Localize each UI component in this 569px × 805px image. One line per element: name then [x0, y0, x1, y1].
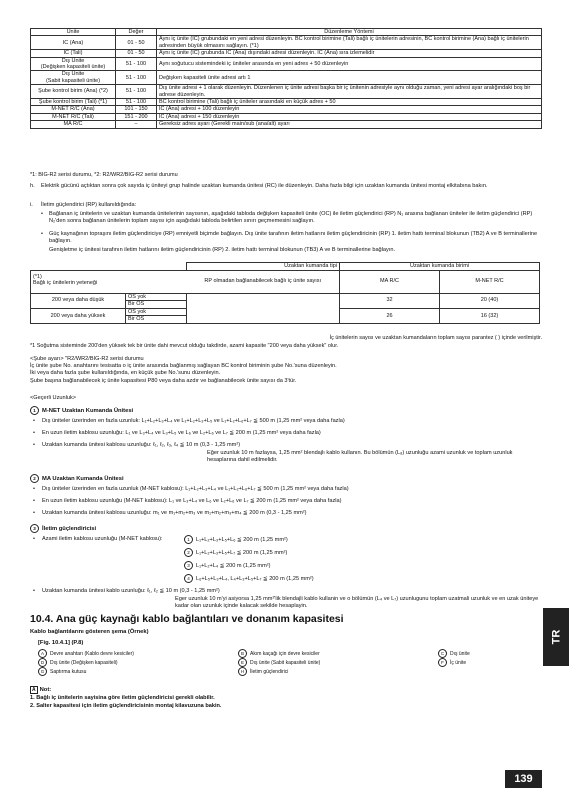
- s3-bullet-text: Azami iletim kablosu uzunluğu (M-NET kablosu):: [42, 536, 163, 542]
- s3-line-text: L₁+L₂+L₄ ≦ 200 m (1,25 mm²): [196, 562, 271, 569]
- branch-setting-block: [30, 356, 542, 385]
- s3-line-text: L₁+L₂+L₃+L₅+L₇ ≦ 200 m (1,25 mm²): [196, 549, 288, 556]
- bullet-i1: • Bağlanan iç ünitelerin ve uzaktan kumanda ünitelerinin sayısının, aşağıdaki tabloda değişken kapasiteli ünite (OC) ile iletim güçlendirici (RP) N₁ arasına bağlanan üniteler ile iletim güçlendirici (RP) N₂'den sonra bağlanan ünitelerin toplam sayısı için aşağıdaki tabloda belirtilen sınırı geçmemesini sağlayın.: [41, 211, 541, 225]
- legend-row: [38, 649, 538, 658]
- method-cell: Aynı soğutucu sistemindeki iç üniteler arasında en yeni adres + 50 düzenleyin: [157, 57, 542, 71]
- table-row: [31, 106, 542, 113]
- table-row: [31, 121, 542, 128]
- method-cell: Değişken kapasiteli ünite adresi artı 1: [157, 71, 542, 85]
- value-cell: 51 - 100: [116, 57, 157, 71]
- unit-cell: Dış Ünite (Sabit kapasiteli ünite): [31, 71, 116, 85]
- value-cell: 51 - 100: [116, 99, 157, 106]
- table2-footnote: *1 Soğutma sisteminde 200'den yüksek tek bir ünite dahi mevcut olduğu takdirde, azami kapasite "200 veya daha yüksek" olur.: [30, 343, 339, 349]
- legend-text: İletim güçlendirici: [250, 668, 289, 675]
- note-item: 1. Bağlı iç ünitelerin sayisina göre iletim güçlendiricisi gerekli olabilir.: [30, 695, 215, 701]
- legend-item: [38, 649, 238, 658]
- paragraph-i-label: i.: [30, 202, 33, 208]
- table-row: [31, 71, 542, 85]
- legend-key: A: [38, 649, 47, 658]
- legend-text: İç ünite: [450, 659, 467, 666]
- s3-line-number: 4: [184, 574, 193, 583]
- method-cell: Gereksiz adres ayarı (Gerekli main/sub (ana/alt) ayarı: [157, 121, 542, 128]
- table-row: [31, 85, 542, 99]
- legend-text: Akım kaçağı için devre kesiciler: [250, 650, 320, 657]
- paragraph-h-text: Elektrik gücünü açtıktan sonra çok sayıda iç üniteyi grup halinde uzaktan kumanda ünitesi (RC) ile düzenleyin. Daha fazla bilgi için uzaktan kumanda ünitesi montaj elkitabına bakın.: [41, 183, 488, 189]
- os-cell: Bir OS: [126, 301, 187, 309]
- unit-cell: M-NET R/C (Ana): [31, 106, 116, 113]
- s3-line-number: 3: [184, 561, 193, 570]
- col-ma-header: MA R/C: [340, 270, 440, 293]
- bullet-i2-continued: Genişletme iç ünitesi tarafının iletim hatlarını iletim güçlendiricinin (RP) 2. iletim hattı terminal blokunun (TB3) A ve B terminallerine bağlayın.: [49, 247, 396, 253]
- legend-block: [38, 649, 538, 676]
- language-tab: [543, 608, 569, 666]
- legend-text: Dış ünite: [450, 650, 470, 657]
- ma-value: 26: [340, 308, 440, 323]
- value-cell: 51 - 100: [116, 71, 157, 85]
- s1-bullet: • En uzun iletim kablosu uzunluğu: L₁ ve L₃+L₄ ve L₃+L₅ ve L₆ ve L₂+L₆ ve L₇ ≦ 200 m (1,25 mm² veya daha fazla): [33, 430, 321, 436]
- legend-item: [38, 667, 238, 676]
- unit-cell: M-NET R/C (Tali): [31, 113, 116, 120]
- s3-line: [184, 535, 288, 544]
- language-tab-label: TR: [549, 629, 562, 645]
- legend-key: D: [38, 658, 47, 667]
- ma-value: 32: [340, 293, 440, 308]
- col-header-method: Düzenleme Yöntemi: [157, 29, 542, 36]
- col-rp-header: RP olmadan bağlanabilecek bağlı iç ünite sayısı: [187, 270, 340, 293]
- mnet-value: 20 (40): [440, 293, 540, 308]
- paragraph-i: [30, 202, 542, 209]
- s1-bullet-continued: Eğer uzunluk 10 m fazlaysa, 1,25 mm² blendajlı kablo kullanın. Bu bölümün (L₈) uzunluğu azami uzunluk ve toplam uzunluk hesaplarına dahil edilmelidir.: [207, 450, 513, 464]
- note-heading: [30, 686, 51, 694]
- method-cell: Dış ünite adresi + 1 olarak düzenleyin. Düzenlenen iç ünite adresi başka bir iç ünitenin adresiyle aynı olduğu zaman, yeni adresi ayar aralığındaki boş bir adrese düzenleyin.: [157, 85, 542, 99]
- legend-item: [438, 658, 538, 667]
- section-2-heading: [30, 474, 124, 483]
- s2-bullet: • Dış üniteler üzerinden en fazla uzunluk (M-NET kablosu): L₁+L₂+L₃+L₄ ve L₁+L₂+L₆+L₇ ≦ 500 m (1,25 mm² veya daha fazla): [33, 486, 349, 492]
- s1-bullet-text: Uzaktan kumanda ünitesi kablosu uzunluğu: ℓ₁, ℓ₂, ℓ₃, ℓ₄ ≦ 10 m (0,3 - 1,25 mm²): [42, 442, 241, 448]
- s3-line-number: 1: [184, 535, 193, 544]
- paragraph-h-label: h.: [30, 183, 35, 189]
- legend-item: [238, 667, 438, 676]
- os-cell: OS yok: [126, 308, 187, 316]
- note-item: 2. Salter kapasitesi için iletim güçlendiricisinin montaj kilavuzuna bakin.: [30, 702, 222, 709]
- legend-item: [38, 658, 238, 667]
- s3-line: [184, 574, 314, 583]
- value-cell: 151 - 200: [116, 113, 157, 120]
- legend-key: C: [438, 649, 447, 658]
- col-header-value: Değer: [116, 29, 157, 36]
- table2-right-note: İç ünitelerin sayısı ve uzaktan kumandaların toplam sayısı parantez ( ) içinde verilmiştir.: [329, 335, 542, 341]
- os-cell: OS yok: [126, 293, 187, 301]
- notes-list: [30, 695, 222, 710]
- method-cell: Aynı iç ünite (IC) grubundaki en yeni adresi düzenleyin. BC kontrol birimine (Tali) bağlı iç ünitelerin adresinin, BC kontrol birimine (Ana) bağlı iç ünitelerin adresinden büyük olmasını sağlayın. (*1): [157, 36, 542, 50]
- method-cell: IC (Ana) adresi + 150 düzenleyin: [157, 113, 542, 120]
- table-row: [31, 113, 542, 120]
- legend-item: [238, 658, 438, 667]
- rc-type-label: Uzaktan kumanda tipi: [187, 263, 340, 271]
- s1-bullet-text: Dış üniteler üzerinden en fazla uzunluk: L₁+L₂+L₃+L₄ ve L₁+L₂+L₃+L₅ ve L₁+L₂+L₆+L₇ ≦ 500 m (1,25 mm² veya daha fazla): [42, 418, 345, 424]
- legend-row: [38, 667, 538, 676]
- branch-line: İç ünite şube No. anahtarını tesisatta o iç ünite arasında bağlanmış sağlayan BC kontrol biriminin şube No.'suna düzenleyin.: [30, 363, 337, 370]
- page-number: 139: [505, 770, 542, 788]
- address-setting-table: [30, 28, 542, 129]
- s1-bullet: • Uzaktan kumanda ünitesi kablosu uzunluğu: ℓ₁, ℓ₂, ℓ₃, ℓ₄ ≦ 10 m (0,3 - 1,25 mm²): [33, 442, 241, 448]
- table-row: [31, 50, 542, 57]
- s2-bullet-text: Dış üniteler üzerinden en fazla uzunluk (M-NET kablosu): L₁+L₂+L₃+L₄ ve L₁+L₂+L₆+L₇ ≦ 500 m (1,25 mm² veya daha fazla): [42, 486, 349, 492]
- table-row: [31, 36, 542, 50]
- rc-unit-label: Uzaktan kumanda birimi: [340, 263, 540, 271]
- rp-limit-table: [30, 262, 540, 324]
- bullet-i2: • Güç kaynağının topraşını iletim güçlendiriciye (RP) emniyetli biçimde bağlayın. Dış ünite tarafının iletim hatlarını iletim güçlendiricinin (RP) 1. iletim hattı terminal blokunun (TB2) A ve B terminallerine bağlayın.: [41, 231, 541, 245]
- legend-item: [238, 649, 438, 658]
- capacity-cell: 200 veya daha yüksek: [31, 308, 126, 323]
- s2-bullet: • Uzaktan kumanda ünitesi kablosu uzunluğu: m₁ ve m₁+m₂+m₃ ve m₁+m₂+m₃+m₄ ≦ 200 m (0,3 - 1,25 mm²): [33, 510, 307, 516]
- value-cell: 51 - 100: [116, 85, 157, 99]
- s2-bullet: • En uzun iletim kablosu uzunluğu (M-NET kablosu): L₁ ve L₃+L₄ ve L₆ ve L₂+L₆ ve L₇ ≦ 200 m (1,25 mm² veya daha fazla): [33, 498, 342, 504]
- table1-footnote: *1: BIG-R2 serisi durumu, *2: R2/WR2/BIG-R2 serisi durumu: [30, 172, 178, 178]
- unit-cell: IC (Tali): [31, 50, 116, 57]
- section-3-number: 3: [30, 524, 39, 533]
- unit-cell: Dış Ünite (Değişken kapasiteli ünite): [31, 57, 116, 71]
- method-cell: Aynı iç ünite (IC) grubunda IC (Ana) dışındaki adresi düzenleyin. IC (Ana) sıra izlemelidir: [157, 50, 542, 57]
- branch-line: İki veya daha fazla şube kullanıldığında, en küçük şube No.'sunu düzenleyin.: [30, 370, 221, 377]
- legend-key: F: [438, 658, 447, 667]
- section-title: 10.4. Ana güç kaynağı kablo bağlantıları ve donanım kapasitesi: [30, 613, 344, 625]
- s3-line: [184, 548, 287, 557]
- s2-bullet-text: En uzun iletim kablosu uzunluğu (M-NET kablosu): L₁ ve L₃+L₄ ve L₆ ve L₂+L₆ ve L₇ ≦ 200 m (1,25 mm² veya daha fazla): [42, 498, 342, 504]
- section-1-heading: [30, 406, 133, 415]
- unit-cell: MA R/C: [31, 121, 116, 128]
- section-1-number: 1: [30, 406, 39, 415]
- legend-text: Devre anahtarı (Kablo devre kesiciler): [50, 650, 134, 657]
- bullet-i1-text: Bağlanan iç ünitelerin ve uzaktan kumanda ünitelerinin sayısının, aşağıdaki tabloda değişken kapasiteli ünite (OC) ile iletim güçlendirici (RP) N₁ arasına bağlanan üniteler ile iletim güçlendirici (RP) N₂'den sonra bağlanan ünitelerin toplam sayısı için aşağıdaki tabloda belirtilen sınırı geçmemesini sağlayın.: [49, 211, 533, 225]
- bullet-i2-text: Güç kaynağının topraşını iletim güçlendiriciye (RP) emniyetli biçimde bağlayın. Dış ünite tarafının iletim hatlarını iletim güçlendiricinin (RP) 1. iletim hattı terminal blokunun (TB2) A ve B terminallerine bağlayın.: [49, 231, 538, 245]
- value-cell: 01 - 50: [116, 36, 157, 50]
- col-header-unit: Ünite: [31, 29, 116, 36]
- section-3-title: İletim güçlendiricisi: [42, 526, 97, 533]
- note-icon-label: A: [32, 687, 36, 693]
- s3-line-number: 2: [184, 548, 193, 557]
- section-1-title: M-NET Uzaktan Kumanda Ünitesi: [42, 408, 134, 415]
- value-cell: 01 - 50: [116, 50, 157, 57]
- s3-line-text: L₁+L₂+L₃+L₅+L₆ ≦ 200 m (1,25 mm²): [196, 536, 288, 543]
- unit-cell: IC (Ana): [31, 36, 116, 50]
- mnet-value: 16 (32): [440, 308, 540, 323]
- legend-key: H: [238, 667, 247, 676]
- s3-bullet-text: Uzaktan kumanda ünitesi kablo uzunluğu: ℓ₁, ℓ₂ ≦ 10 m (0,3 - 1,25 mm²): [42, 588, 220, 594]
- method-cell: BC kontrol birimine (Tali) bağlı iç üniteler arasındaki en küçük adres + 50: [157, 99, 542, 106]
- row-header-cell: [31, 270, 187, 293]
- diagram-title: Kablo bağlantılarını gösteren şema (Örnek): [30, 629, 149, 635]
- legend-text: Saptırma kutusu: [50, 668, 87, 675]
- branch-line: Şube başına bağlanabilecek iç ünite kapasitesi P80 veya daha azdır ve bağlanabilecek ünite sayısı da 3'tür.: [30, 377, 297, 384]
- value-cell: –: [116, 121, 157, 128]
- col-mnet-header: M-NET R/C: [440, 270, 540, 293]
- s2-bullet-text: Uzaktan kumanda ünitesi kablosu uzunluğu: m₁ ve m₁+m₂+m₃ ve m₁+m₂+m₃+m₄ ≦ 200 m (0,3 - 1,25 mm²): [42, 510, 307, 516]
- note-title: Not:: [39, 687, 52, 693]
- legend-item: [438, 667, 538, 676]
- legend-item: [438, 649, 538, 658]
- row-header-note: (*1): [33, 273, 42, 280]
- s3-bullet-continued: Eger uzunluk 10 m'yi asiyorsa 1,25 mm²'lik blendajli kablo kullanin ve o bölümün (L₄ ve L₇) uzunlugunu toplam uzatmali uzunluk ve en uzak üniteye kadar olan uzunluk içinde kalacak sekilde hesaplayin.: [175, 596, 539, 610]
- section-2-title: MA Uzaktan Kumanda Ünitesi: [42, 476, 124, 483]
- s3-bullet: • Azami iletim kablosu uzunluğu (M-NET kablosu):: [33, 536, 163, 542]
- paragraph-i-text: İletim güçlendirici (RP) kullanıldığında:: [41, 202, 137, 208]
- s3-bullet: • Uzaktan kumanda ünitesi kablo uzunluğu: ℓ₁, ℓ₂ ≦ 10 m (0,3 - 1,25 mm²): [33, 588, 220, 594]
- legend-text: Dış ünite (Değişken kapasiteli): [50, 659, 118, 666]
- figure-label: [Fig. 10.4.1] (P.8): [38, 640, 84, 646]
- unit-cell: Şube kontrol birim (Ana) (*2): [31, 85, 116, 99]
- s1-bullet-text: En uzun iletim kablosu uzunluğu: L₁ ve L₃+L₄ ve L₃+L₅ ve L₆ ve L₂+L₆ ve L₇ ≦ 200 m (1,25 mm² veya daha fazla): [42, 430, 321, 436]
- table-row: [31, 99, 542, 106]
- s3-line-text: L₆+L₅+L₃+L₄, L₄+L₃+L₅+L₇ ≦ 200 m (1,25 mm²): [196, 575, 314, 582]
- valid-length-title: <Geçerli Uzunluk>: [30, 395, 77, 401]
- legend-key: G: [38, 667, 47, 676]
- s3-line: [184, 561, 270, 570]
- table-row: [31, 57, 542, 71]
- section-3-heading: [30, 524, 96, 533]
- legend-text: Dış ünite (Sabit kapasiteli ünite): [250, 659, 321, 666]
- paragraph-h: [30, 183, 542, 190]
- unit-cell: Şube kontrol birim (Tali) (*1): [31, 99, 116, 106]
- legend-row: [38, 658, 538, 667]
- row-header-capacity: Bağlı iç ünitelerin yeteneği: [33, 280, 98, 287]
- value-cell: 101 - 150: [116, 106, 157, 113]
- os-cell: Bir OS: [126, 316, 187, 324]
- capacity-cell: 200 veya daha düşük: [31, 293, 126, 308]
- legend-key: E: [238, 658, 247, 667]
- section-2-number: 2: [30, 474, 39, 483]
- method-cell: IC (Ana) adresi + 100 düzenleyin: [157, 106, 542, 113]
- s1-bullet: • Dış üniteler üzerinden en fazla uzunluk: L₁+L₂+L₃+L₄ ve L₁+L₂+L₃+L₅ ve L₁+L₂+L₆+L₇ ≦ 500 m (1,25 mm² veya daha fazla): [33, 418, 345, 424]
- branch-line: <Şube ayarı> "R2/WR2/BIG-R2 serisi durumu: [30, 356, 144, 362]
- legend-key: B: [238, 649, 247, 658]
